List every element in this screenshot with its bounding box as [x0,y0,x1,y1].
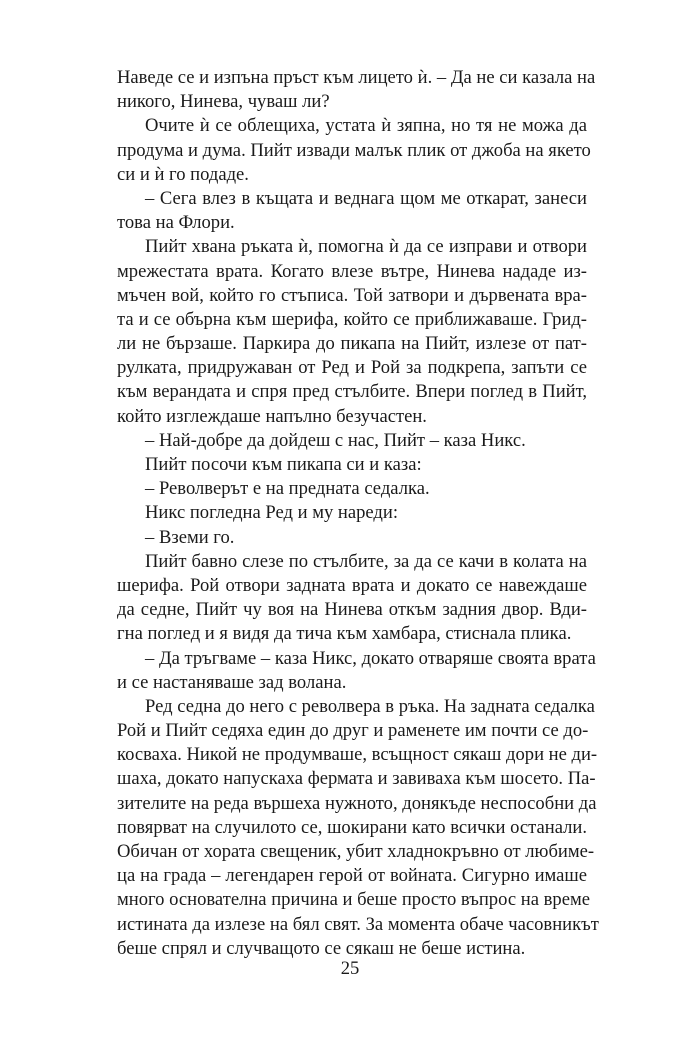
text-line: Обичан от хората свещеник, убит хладнокръвно от любиме- [117,841,595,862]
text-line: – Сега влез в къщата и веднага щом ме откарат, занеси [145,187,587,209]
text-line: това на Флори. [117,212,235,234]
paragraph [117,647,596,695]
text-line: Очите ѝ се облещиха, устата ѝ зяпна, но тя не можа да [145,115,587,137]
text-line: мрежестата врата. Когато влезе вътре, Нинева нададе из- [117,260,587,282]
text-line: мъчен вой, който го стъписа. Той затвори и дървената вра- [117,284,587,306]
text-line: продума и дума. Пийт извади малък плик от джоба на якето [117,139,591,161]
text-line: Пийт бавно слезе по стълбите, за да се качи в колата на [145,550,587,572]
text-line: зителите на реда вършеха нужното, донякъде неспособни да [117,792,597,814]
text-line: ца на града – легендарен герой от войната. Сигурно имаше [117,865,587,887]
paragraph [117,114,591,187]
text-line: гна поглед и я видя да тича към хамбара, стиснала плика. [117,623,572,645]
text-line: та и се обърна към шерифа, който се приближаваше. Грид- [117,308,587,330]
text-line: който изглеждаше напълно безучастен. [117,405,427,427]
text-line: рулката, придружаван от Ред и Рой за подкрепа, запъти се [117,357,587,379]
paragraph [117,66,596,114]
paragraph [117,235,587,429]
text-line: истината да излезе на бял свят. За момента обаче часовникът [117,913,599,935]
text-line: да седне, Пийт чу воя на Нинева откъм задния двор. Вди- [117,599,587,621]
paragraph [117,453,587,477]
body-text [117,66,599,961]
text-line: Пийт хвана ръката ѝ, помогна ѝ да се изправи и отвори [145,236,587,258]
paragraph [117,695,599,961]
text-line: – Револверът е на предната седалка. [145,478,430,500]
paragraph [117,477,587,501]
text-line: много основателна причина и беше просто въпрос на време [117,889,590,911]
text-line: към верандата и спря пред стълбите. Впери поглед в Пийт, [117,381,587,403]
text-line: шаха, докато напускаха фермата и завиваха към шосето. Па- [117,768,596,790]
text-line: Рой и Пийт седяха един до друг и раменете им почти се до- [117,720,589,742]
text-line: повярват на случилото се, шокирани като всички останали. [117,816,587,838]
text-line: Пийт посочи към пикапа си и каза: [145,454,422,475]
text-line: – Да тръгваме – каза Никс, докато отваряше своята врата [145,647,596,669]
text-line: Наведе се и изпъна пръст към лицето ѝ. – Да не си казала на [117,67,596,88]
text-line: и се настаняваше зад волана. [117,671,347,693]
paragraph [117,187,587,235]
page-number: 25 [340,958,360,979]
text-line: си и ѝ го подаде. [117,163,249,185]
text-line: Никс погледна Ред и му нареди: [145,502,398,524]
text-line: шерифа. Рой отвори задната врата и докато се навеждаше [117,574,587,596]
text-line: – Вземи го. [145,526,235,548]
paragraph [117,501,587,525]
text-line: Ред седна до него с револвера в ръка. На задната седалка [145,695,595,717]
text-line: косваха. Никой не продумваше, всъщност сякаш дори не ди- [117,744,598,766]
paragraph [117,526,587,550]
paragraph [117,429,587,453]
paragraph [117,550,587,647]
text-line: никого, Нинева, чуваш ли? [117,91,330,113]
text-line: ли не бързаше. Паркира до пикапа на Пийт, излезе от пат- [117,333,587,355]
text-line: – Най-добре да дойдеш с нас, Пийт – каза Никс. [145,429,526,451]
text-line: беше спрял и случващото се сякаш не беше истина. [117,937,526,959]
